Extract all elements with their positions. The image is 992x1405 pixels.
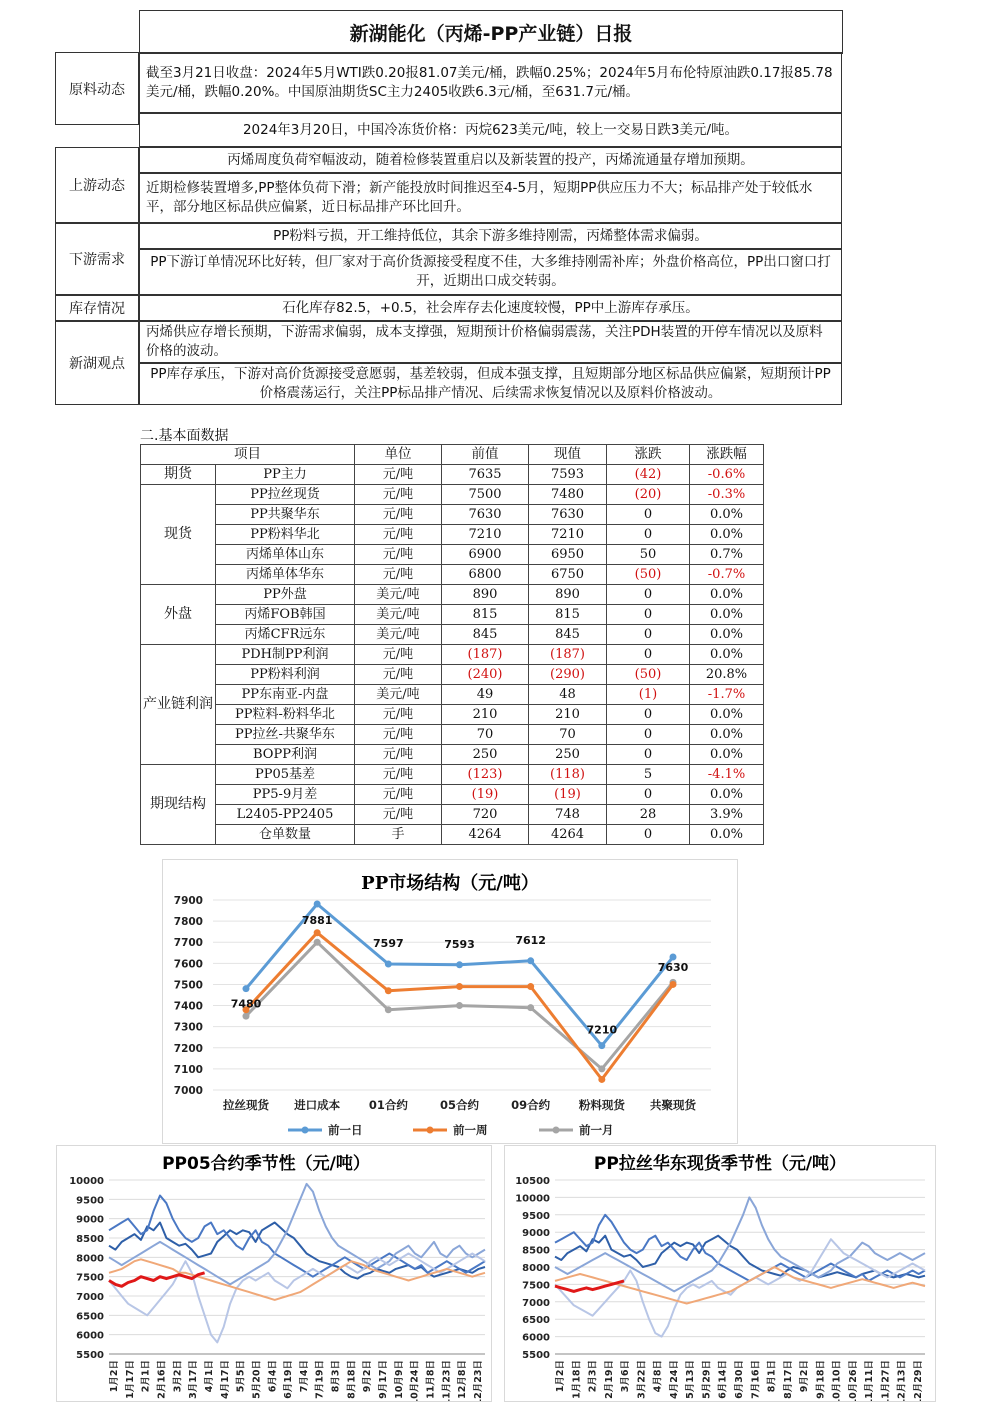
pp-market-structure-chart: [162, 859, 738, 1144]
y-tick-label: 7500: [76, 1272, 104, 1284]
y-tick-label: 6500: [76, 1311, 104, 1323]
prev-value-cell: 7500: [442, 485, 529, 505]
seasonal-line-1: [109, 1223, 485, 1279]
data-point: [527, 957, 534, 964]
x-tick-label: 3月2日: [172, 1360, 184, 1393]
category-inventory: 库存情况: [55, 295, 139, 321]
legend-marker: [427, 1127, 434, 1134]
change-pct-cell: -0.6%: [690, 465, 764, 485]
x-tick-label: 共聚现货: [650, 1098, 696, 1112]
item-cell: PP拉丝现货: [216, 485, 355, 505]
curr-value-cell: 4264: [529, 825, 607, 845]
y-tick-label: 5500: [522, 1350, 550, 1361]
x-tick-label: 3月17日: [188, 1360, 200, 1399]
x-tick-label: 7月16日: [750, 1360, 762, 1399]
item-cell: PP05基差: [216, 765, 355, 785]
curr-value-cell: 250: [529, 745, 607, 765]
legend-label: 前一日: [328, 1123, 363, 1137]
x-tick-label: 12月29日: [913, 1360, 924, 1401]
chart2-title: PP05合约季节性（元/吨）: [162, 1154, 370, 1174]
x-tick-label: 4月1日: [203, 1360, 215, 1393]
group-label: 产业链利润: [141, 645, 216, 765]
y-tick-label: 7600: [173, 958, 203, 971]
data-point: [243, 985, 250, 992]
curr-value-cell: (19): [529, 785, 607, 805]
table-row: [141, 725, 764, 745]
item-cell: PP拉丝-共聚华东: [216, 725, 355, 745]
unit-cell: 元/吨: [355, 565, 442, 585]
data-label: 7480: [230, 997, 262, 1011]
data-label: 7210: [586, 1023, 618, 1037]
fundamentals-table: [140, 444, 764, 845]
pp-drawing-east-seasonal-chart: [504, 1145, 936, 1402]
x-tick-label: 5月13日: [685, 1360, 697, 1399]
change-pct-cell: 0.0%: [690, 825, 764, 845]
data-point: [314, 901, 321, 908]
prev-value-cell: 70: [442, 725, 529, 745]
curr-value-cell: 7480: [529, 485, 607, 505]
change-cell: (50): [607, 565, 690, 585]
data-point: [385, 987, 392, 994]
data-point: [243, 1013, 250, 1020]
unit-cell: 美元/吨: [355, 605, 442, 625]
item-cell: PP东南亚-内盘: [216, 685, 355, 705]
table-header-row: [141, 445, 764, 465]
y-tick-label: 9500: [76, 1195, 104, 1207]
x-tick-label: 01合约: [368, 1098, 408, 1112]
y-tick-label: 7400: [173, 1000, 203, 1013]
x-tick-label: 8月17日: [782, 1360, 794, 1399]
legend-label: 前一月: [579, 1123, 614, 1137]
y-tick-label: 10000: [69, 1176, 104, 1187]
prev-value-cell: (187): [442, 645, 529, 665]
data-point: [456, 983, 463, 990]
change-pct-cell: 0.0%: [690, 645, 764, 665]
group-label: 期货: [141, 465, 216, 485]
item-cell: PP共聚华东: [216, 505, 355, 525]
x-tick-label: 粉料现货: [578, 1098, 625, 1112]
change-cell: 0: [607, 625, 690, 645]
x-tick-label: 2月3日: [587, 1360, 599, 1393]
table-row: [141, 645, 764, 665]
change-pct-cell: -1.7%: [690, 685, 764, 705]
change-cell: 0: [607, 745, 690, 765]
y-tick-label: 9000: [522, 1228, 550, 1240]
y-tick-label: 9000: [76, 1214, 104, 1226]
prev-value-cell: 7210: [442, 525, 529, 545]
item-cell: PP粒料-粉料华北: [216, 705, 355, 725]
table-row: [141, 585, 764, 605]
pp-market-structure-svg: [163, 860, 737, 1143]
data-point: [670, 954, 677, 961]
header-change: 涨跌: [607, 445, 690, 465]
table-row: [141, 665, 764, 685]
curr-value-cell: 210: [529, 705, 607, 725]
y-tick-label: 6000: [522, 1332, 550, 1344]
table-row: [141, 785, 764, 805]
change-pct-cell: 3.9%: [690, 805, 764, 825]
upstream-text-1: 丙烯周度负荷窄幅波动，随着检修装置重启以及新装置的投产，丙烯流通量存增加预期。: [139, 147, 842, 173]
change-cell: 0: [607, 525, 690, 545]
category-raw-material: 原料动态: [55, 52, 139, 125]
data-label: 7612: [515, 933, 546, 947]
change-cell: (42): [607, 465, 690, 485]
x-tick-label: 7月4日: [298, 1360, 310, 1393]
x-tick-label: 09合约: [511, 1098, 551, 1112]
table-row: [141, 545, 764, 565]
x-tick-label: 9月2日: [799, 1360, 811, 1393]
x-tick-label: 2月1日: [140, 1360, 152, 1393]
prev-value-cell: (19): [442, 785, 529, 805]
unit-cell: 元/吨: [355, 805, 442, 825]
data-point: [456, 961, 463, 968]
x-tick-label: 6月30日: [734, 1360, 745, 1399]
y-tick-label: 5500: [76, 1350, 104, 1361]
table-row: [141, 565, 764, 585]
table-row: [141, 685, 764, 705]
downstream-text-1: PP粉料亏损，开工维持低位，其余下游多维持刚需，丙烯整体需求偏弱。: [139, 223, 842, 249]
x-tick-label: 10月24日: [409, 1360, 421, 1401]
data-point: [527, 1004, 534, 1011]
inventory-text: 石化库存82.5，+0.5，社会库存去化速度较慢，PP中上游库存承压。: [139, 295, 842, 321]
prev-value-cell: 49: [442, 685, 529, 705]
unit-cell: 元/吨: [355, 505, 442, 525]
data-point: [456, 1002, 463, 1009]
change-cell: 0: [607, 505, 690, 525]
pp05-seasonal-svg: [57, 1146, 491, 1401]
category-downstream: 下游需求: [55, 223, 139, 295]
item-cell: 丙烯单体山东: [216, 545, 355, 565]
curr-value-cell: (118): [529, 765, 607, 785]
item-cell: 丙烯单体华东: [216, 565, 355, 585]
raw-material-text-2: 2024年3月20日，中国冷冻货价格：丙烷623美元/吨，较上一交易日跌3美元/吨。: [139, 113, 842, 147]
prev-value-cell: 890: [442, 585, 529, 605]
curr-value-cell: 48: [529, 685, 607, 705]
x-tick-label: 11月11日: [864, 1360, 876, 1401]
y-tick-label: 7800: [173, 916, 203, 929]
data-point: [598, 1042, 605, 1049]
x-tick-label: 1月17日: [124, 1360, 136, 1399]
data-point: [385, 1006, 392, 1013]
table-row: [141, 745, 764, 765]
daily-report-table: [55, 10, 842, 405]
y-tick-label: 8000: [76, 1253, 104, 1265]
data-point: [527, 983, 534, 990]
change-pct-cell: 20.8%: [690, 665, 764, 685]
unit-cell: 元/吨: [355, 785, 442, 805]
x-tick-label: 9月2日: [362, 1360, 374, 1393]
y-tick-label: 6000: [76, 1330, 104, 1342]
prev-value-cell: 210: [442, 705, 529, 725]
change-cell: 0: [607, 705, 690, 725]
prev-value-cell: 6900: [442, 545, 529, 565]
unit-cell: 手: [355, 825, 442, 845]
change-pct-cell: 0.7%: [690, 545, 764, 565]
category-upstream: 上游动态: [55, 147, 139, 223]
seasonal-line-6: [555, 1281, 624, 1292]
item-cell: L2405-PP2405: [216, 805, 355, 825]
header-prev: 前值: [442, 445, 529, 465]
x-tick-label: 1月2日: [109, 1360, 120, 1393]
x-tick-label: 6月4日: [267, 1360, 279, 1393]
x-tick-label: 6月19日: [283, 1360, 295, 1399]
x-tick-label: 6月14日: [717, 1360, 729, 1399]
header-unit: 单位: [355, 445, 442, 465]
legend-label: 前一周: [453, 1123, 488, 1137]
upstream-text-2: 近期检修装置增多,PP整体负荷下滑；新产能投放时间推迟至4-5月，短期PP供应压力不大；标品排产处于较低水平，部分地区标品供应偏紧，近日标品排产环比回升。: [139, 173, 842, 223]
unit-cell: 元/吨: [355, 545, 442, 565]
pp05-seasonal-chart: [56, 1145, 492, 1402]
x-tick-label: 7月19日: [314, 1360, 326, 1399]
y-tick-label: 7500: [173, 979, 203, 992]
x-tick-label: 9月17日: [378, 1360, 390, 1399]
data-point: [385, 960, 392, 967]
unit-cell: 元/吨: [355, 485, 442, 505]
curr-value-cell: 748: [529, 805, 607, 825]
y-tick-label: 7200: [173, 1042, 203, 1055]
change-cell: 0: [607, 785, 690, 805]
x-tick-label: 5月29日: [701, 1360, 713, 1399]
table-row: [141, 485, 764, 505]
change-cell: (1): [607, 685, 690, 705]
x-tick-label: 1月2日: [555, 1360, 566, 1393]
item-cell: PDH制PP利润: [216, 645, 355, 665]
change-cell: (50): [607, 665, 690, 685]
unit-cell: 元/吨: [355, 465, 442, 485]
y-tick-label: 7900: [173, 895, 203, 907]
item-cell: PP主力: [216, 465, 355, 485]
unit-cell: 元/吨: [355, 765, 442, 785]
change-cell: 0: [607, 725, 690, 745]
x-tick-label: 10月26日: [847, 1360, 859, 1401]
group-label: 外盘: [141, 585, 216, 645]
y-tick-label: 7700: [173, 937, 203, 950]
prev-value-cell: 6800: [442, 565, 529, 585]
table-row: [141, 625, 764, 645]
curr-value-cell: 815: [529, 605, 607, 625]
report-title: 新湖能化（丙烯-PP产业链）日报: [139, 10, 843, 54]
change-pct-cell: 0.0%: [690, 725, 764, 745]
x-tick-label: 2月16日: [156, 1360, 168, 1399]
x-tick-label: 4月8日: [652, 1360, 664, 1393]
data-point: [314, 929, 321, 936]
table-row: [141, 765, 764, 785]
unit-cell: 元/吨: [355, 645, 442, 665]
y-tick-label: 9500: [522, 1210, 550, 1222]
raw-material-text-1: 截至3月21日收盘：2024年5月WTI跌0.20报81.07美元/桶，跌幅0.25%；2024年5月布伦特原油跌0.17报85.78美元/桶，跌幅0.20%。中国原油期货SC主力2405收跌6.3元/桶，至631.7元/桶。: [139, 52, 842, 113]
y-tick-label: 10500: [515, 1176, 550, 1187]
curr-value-cell: (187): [529, 645, 607, 665]
change-pct-cell: -4.1%: [690, 765, 764, 785]
y-tick-label: 7300: [173, 1021, 203, 1034]
unit-cell: 美元/吨: [355, 625, 442, 645]
item-cell: PP5-9月差: [216, 785, 355, 805]
table-row: [141, 825, 764, 845]
change-pct-cell: 0.0%: [690, 525, 764, 545]
outlook-text-1: 丙烯供应存增长预期，下游需求偏弱，成本支撑强，短期预计价格偏弱震荡，关注PDH装置的开停车情况以及原料价格的波动。: [139, 321, 842, 363]
y-tick-label: 7100: [173, 1063, 203, 1076]
x-tick-label: 5月5日: [235, 1360, 247, 1393]
x-tick-label: 8月3日: [330, 1360, 342, 1393]
legend-marker: [553, 1127, 560, 1134]
x-tick-label: 12月23日: [473, 1360, 484, 1401]
change-cell: 28: [607, 805, 690, 825]
change-pct-cell: 0.0%: [690, 785, 764, 805]
x-tick-label: 4月24日: [668, 1360, 680, 1399]
item-cell: PP粉料华北: [216, 525, 355, 545]
data-label: 7630: [657, 961, 689, 974]
prev-value-cell: 4264: [442, 825, 529, 845]
item-cell: 仓单数量: [216, 825, 355, 845]
prev-value-cell: 250: [442, 745, 529, 765]
curr-value-cell: 845: [529, 625, 607, 645]
table-row: [141, 505, 764, 525]
y-tick-label: 7500: [522, 1280, 550, 1292]
change-pct-cell: 0.0%: [690, 505, 764, 525]
y-tick-label: 8000: [522, 1263, 550, 1274]
x-tick-label: 1月18日: [571, 1360, 583, 1399]
prev-value-cell: (240): [442, 665, 529, 685]
change-pct-cell: 0.0%: [690, 585, 764, 605]
legend-marker: [302, 1127, 309, 1134]
data-point: [598, 1076, 605, 1083]
x-tick-label: 8月1日: [766, 1360, 778, 1393]
x-tick-label: 3月6日: [620, 1360, 632, 1393]
change-pct-cell: 0.0%: [690, 625, 764, 645]
curr-value-cell: 6950: [529, 545, 607, 565]
data-label: 7593: [444, 937, 475, 951]
item-cell: 丙烯FOB韩国: [216, 605, 355, 625]
unit-cell: 元/吨: [355, 725, 442, 745]
change-pct-cell: -0.3%: [690, 485, 764, 505]
item-cell: 丙烯CFR远东: [216, 625, 355, 645]
change-cell: 0: [607, 645, 690, 665]
change-cell: 0: [607, 585, 690, 605]
x-tick-label: 拉丝现货: [223, 1098, 269, 1112]
category-outlook: 新湖观点: [55, 321, 139, 405]
group-label: 现货: [141, 485, 216, 585]
x-tick-label: 4月17日: [219, 1360, 231, 1399]
curr-value-cell: 7210: [529, 525, 607, 545]
change-cell: 0: [607, 825, 690, 845]
prev-value-cell: 7630: [442, 505, 529, 525]
pp-drawing-east-seasonal-svg: [505, 1146, 935, 1401]
x-tick-label: 2月19日: [603, 1360, 615, 1399]
chart1-title: PP市场结构（元/吨）: [361, 873, 539, 894]
table-row: [141, 525, 764, 545]
x-tick-label: 11月23日: [441, 1360, 453, 1401]
unit-cell: 元/吨: [355, 525, 442, 545]
y-tick-label: 7000: [76, 1292, 104, 1303]
x-tick-label: 05合约: [439, 1098, 480, 1112]
curr-value-cell: (290): [529, 665, 607, 685]
table-row: [141, 805, 764, 825]
chart3-title: PP拉丝华东现货季节性（元/吨）: [593, 1154, 847, 1174]
x-tick-label: 10月10日: [831, 1360, 843, 1401]
change-pct-cell: -0.7%: [690, 565, 764, 585]
change-cell: 0: [607, 605, 690, 625]
change-pct-cell: 0.0%: [690, 745, 764, 765]
data-point: [670, 981, 677, 988]
x-tick-label: 11月27日: [880, 1360, 892, 1401]
fundamentals-section-title: 二.基本面数据: [140, 428, 229, 444]
change-cell: 50: [607, 545, 690, 565]
curr-value-cell: 70: [529, 725, 607, 745]
change-cell: 5: [607, 765, 690, 785]
prev-value-cell: 815: [442, 605, 529, 625]
group-label: 期现结构: [141, 765, 216, 845]
x-tick-label: 12月13日: [896, 1360, 908, 1401]
curr-value-cell: 7630: [529, 505, 607, 525]
outlook-text-2: PP库存承压，下游对高价货源接受意愿弱，基差较弱，但成本强支撑，且短期部分地区标品供应偏紧，短期预计PP价格震荡运行，关注PP标品排产情况、后续需求恢复情况以及原料价格波动。: [139, 363, 842, 405]
table-row: [141, 465, 764, 485]
data-point: [598, 1065, 605, 1072]
x-tick-label: 10月9日: [393, 1360, 405, 1399]
x-tick-label: 9月18日: [815, 1360, 827, 1399]
prev-value-cell: 845: [442, 625, 529, 645]
unit-cell: 元/吨: [355, 745, 442, 765]
item-cell: BOPP利润: [216, 745, 355, 765]
y-tick-label: 7000: [522, 1297, 550, 1309]
change-cell: (20): [607, 485, 690, 505]
x-tick-label: 5月20日: [251, 1360, 263, 1399]
table-row: [141, 605, 764, 625]
item-cell: PP外盘: [216, 585, 355, 605]
header-item: 项目: [141, 445, 355, 465]
data-label: 7597: [373, 936, 404, 950]
prev-value-cell: 7635: [442, 465, 529, 485]
header-change-pct: 涨跌幅: [690, 445, 764, 465]
unit-cell: 元/吨: [355, 705, 442, 725]
curr-value-cell: 7593: [529, 465, 607, 485]
seasonal-line-3: [555, 1197, 925, 1291]
x-tick-label: 3月22日: [636, 1360, 648, 1399]
unit-cell: 美元/吨: [355, 585, 442, 605]
y-tick-label: 7000: [173, 1085, 203, 1097]
data-label: 7881: [301, 914, 333, 928]
x-tick-label: 12月8日: [457, 1360, 469, 1399]
item-cell: PP粉料利润: [216, 665, 355, 685]
x-tick-label: 11月8日: [425, 1360, 437, 1399]
change-pct-cell: 0.0%: [690, 605, 764, 625]
prev-value-cell: (123): [442, 765, 529, 785]
table-row: [141, 705, 764, 725]
y-tick-label: 8500: [76, 1234, 104, 1245]
y-tick-label: 6500: [522, 1315, 550, 1327]
unit-cell: 元/吨: [355, 665, 442, 685]
curr-value-cell: 890: [529, 585, 607, 605]
unit-cell: 美元/吨: [355, 685, 442, 705]
y-tick-label: 10000: [515, 1193, 550, 1205]
downstream-text-2: PP下游订单情况环比好转，但厂家对于高价货源接受程度不佳，大多维持刚需补库；外盘价格高位，PP出口窗口打开，近期出口成交转弱。: [139, 249, 842, 295]
y-tick-label: 8500: [522, 1245, 550, 1257]
curr-value-cell: 6750: [529, 565, 607, 585]
prev-value-cell: 720: [442, 805, 529, 825]
header-curr: 现值: [529, 445, 607, 465]
x-tick-label: 进口成本: [294, 1098, 341, 1112]
change-pct-cell: 0.0%: [690, 705, 764, 725]
x-tick-label: 8月18日: [346, 1360, 358, 1399]
data-point: [314, 939, 321, 946]
